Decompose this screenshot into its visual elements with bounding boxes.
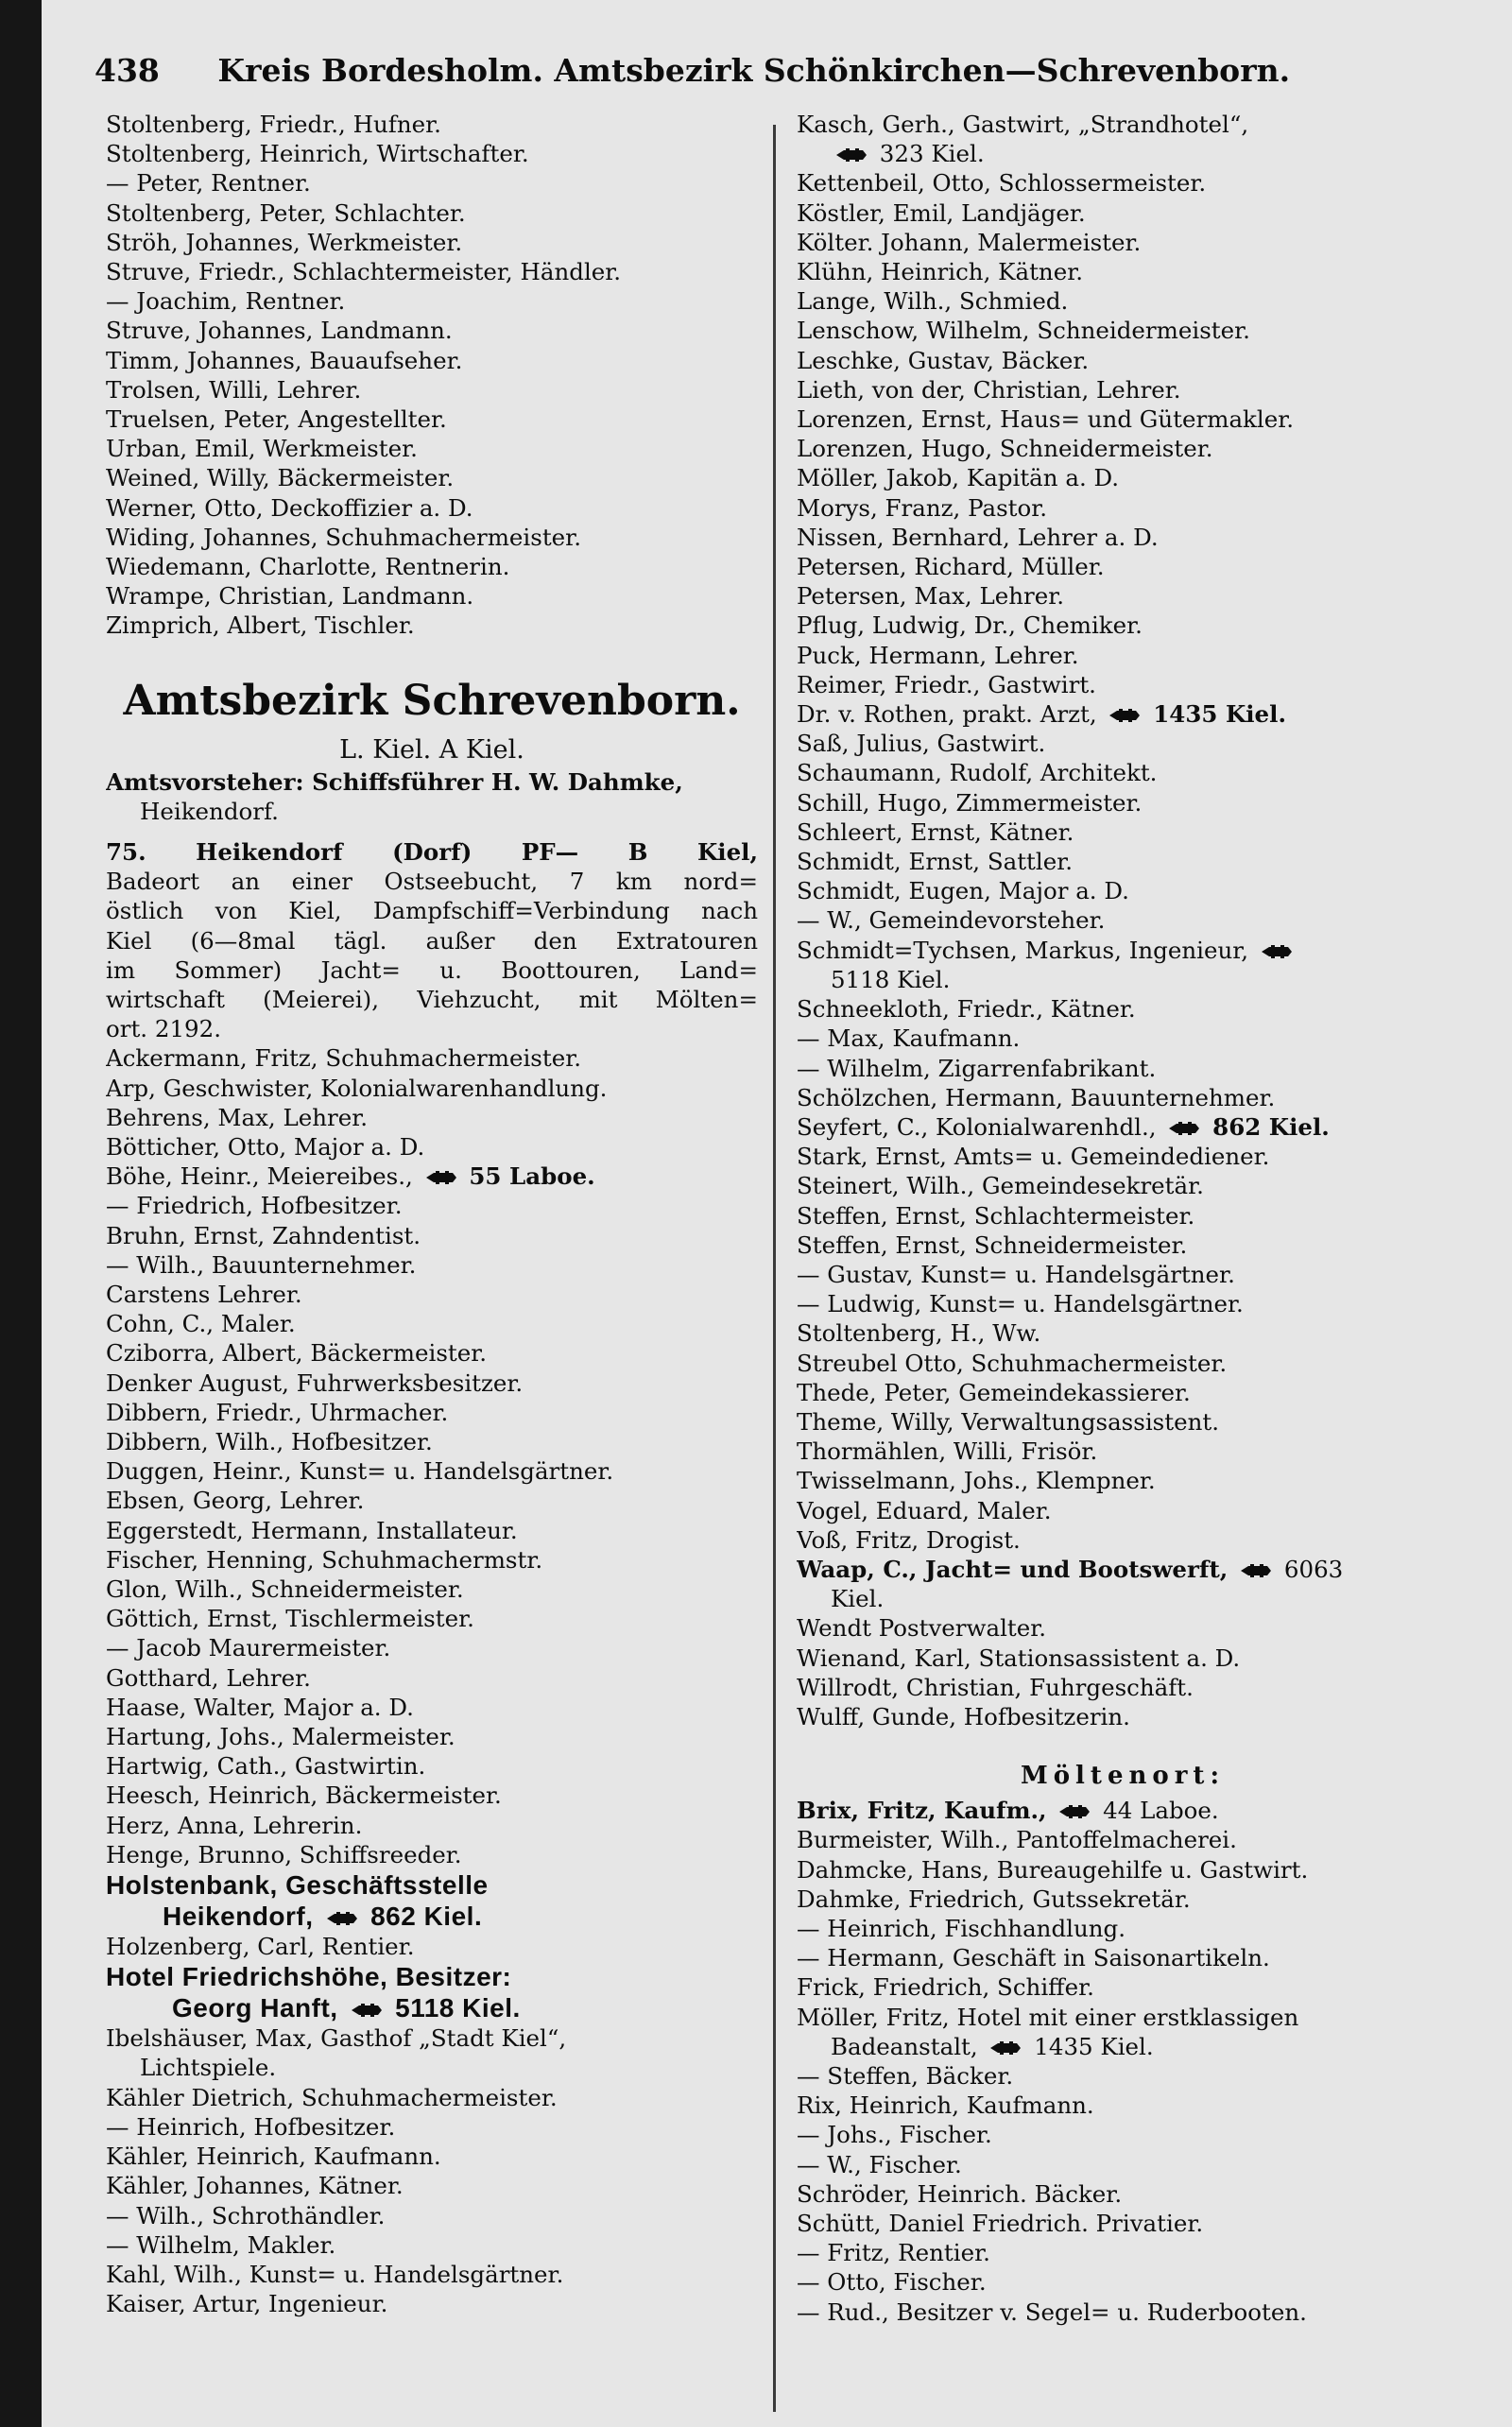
directory-entry: — W., Fischer. xyxy=(797,2150,962,2178)
entry-phone: 55 Laboe. xyxy=(469,1162,595,1191)
entry-text: Dr. v. Rothen, prakt. Arzt, xyxy=(797,700,1097,729)
directory-entry: Stoltenberg, Friedr., Hufner. xyxy=(106,111,441,138)
directory-entry: Schölzchen, Hermann, Bauunternehmer. xyxy=(797,1083,1276,1111)
directory-entry: 5118 Kiel. xyxy=(831,965,951,993)
entry-text: Schmidt=Tychsen, Markus, Ingenieur, xyxy=(797,936,1249,964)
directory-entry: — Johs., Fischer. xyxy=(797,2121,992,2149)
directory-entry xyxy=(797,936,1449,965)
advert-line xyxy=(106,1901,758,1932)
directory-entry: Streubel Otto, Schuhmachermeister. xyxy=(797,1349,1228,1377)
directory-entry: Hartung, Johs., Malermeister. xyxy=(106,1723,455,1751)
directory-entry: Petersen, Max, Lehrer. xyxy=(797,582,1065,611)
directory-entry: Möller, Fritz, Hotel mit einer erstklassigen xyxy=(797,2003,1299,2031)
telephone-icon xyxy=(988,2040,1022,2057)
advert-line: Holstenbank, Geschäftsstelle xyxy=(106,1870,489,1901)
directory-entry: Stoltenberg, Heinrich, Wirtschafter. xyxy=(106,140,529,168)
page-header-title: Kreis Bordesholm. Amtsbezirk Schönkirchen—Schrevenborn. xyxy=(217,52,1291,89)
directory-entry: Werner, Otto, Deckoffizier a. D. xyxy=(106,493,473,522)
directory-entry: Kähler, Heinrich, Kaufmann. xyxy=(106,2143,441,2171)
directory-entry: Pflug, Ludwig, Dr., Chemiker. xyxy=(797,611,1143,640)
directory-entry: Timm, Johannes, Bauaufseher. xyxy=(106,346,463,374)
directory-entry: — Steffen, Bäcker. xyxy=(797,2062,1014,2090)
entry-text: Brix, Fritz, Kaufm., xyxy=(797,1797,1047,1825)
directory-entry: — W., Gemeindevorsteher. xyxy=(797,906,1106,935)
advert-phone: 862 Kiel. xyxy=(370,1902,483,1932)
directory-entry: — Fritz, Rentier. xyxy=(797,2239,990,2267)
directory-entry: Carstens Lehrer. xyxy=(106,1281,302,1309)
place-intro-line: Badeort an einer Ostseebucht, 7 km nord= xyxy=(106,868,758,896)
directory-entry: — Gustav, Kunst= u. Handelsgärtner. xyxy=(797,1260,1235,1288)
directory-entry: Fischer, Henning, Schuhmachermstr. xyxy=(106,1545,543,1574)
directory-entry: Ebsen, Georg, Lehrer. xyxy=(106,1487,365,1515)
left-column xyxy=(106,110,758,2318)
directory-entry: — Wilhelm, Makler. xyxy=(106,2230,336,2259)
directory-entry: Steinert, Wilh., Gemeindesekretär. xyxy=(797,1172,1204,1200)
directory-entry: Twisselmann, Johs., Klempner. xyxy=(797,1467,1156,1495)
entry-list xyxy=(797,729,1449,935)
directory-entry: Behrens, Max, Lehrer. xyxy=(106,1103,369,1131)
telephone-icon xyxy=(424,1169,458,1186)
directory-entry: Steffen, Ernst, Schlachtermeister. xyxy=(797,1201,1195,1230)
directory-entry: Wendt Postverwalter. xyxy=(797,1614,1047,1643)
directory-entry xyxy=(797,1555,1449,1584)
directory-entry: Struve, Friedr., Schlachtermeister, Händler. xyxy=(106,258,622,286)
directory-entry: Stoltenberg, H., Ww. xyxy=(797,1319,1041,1348)
directory-entry: Truelsen, Peter, Angestellter. xyxy=(106,405,447,434)
directory-entry: Duggen, Heinr., Kunst= u. Handelsgärtner. xyxy=(106,1457,614,1486)
directory-entry: Widing, Johannes, Schuhmachermeister. xyxy=(106,523,581,551)
telephone-icon xyxy=(1057,1803,1091,1820)
directory-entry: Schill, Hugo, Zimmermeister. xyxy=(797,788,1143,817)
directory-entry: Urban, Emil, Werkmeister. xyxy=(106,435,418,463)
directory-entry: Schröder, Heinrich. Bäcker. xyxy=(797,2179,1123,2208)
entry-list xyxy=(797,1825,1449,2002)
directory-entry xyxy=(797,1796,1449,1825)
directory-entry: Struve, Johannes, Landmann. xyxy=(106,317,453,345)
directory-entry: Wulff, Gunde, Hofbesitzerin. xyxy=(797,1702,1130,1730)
directory-entry: — Joachim, Rentner. xyxy=(106,287,346,316)
place-intro-line: 75. Heikendorf (Dorf) PF— B Kiel, xyxy=(106,838,758,867)
directory-entry: Leschke, Gustav, Bäcker. xyxy=(797,346,1090,374)
directory-entry: Lange, Wilh., Schmied. xyxy=(797,287,1069,316)
directory-entry: — Max, Kaufmann. xyxy=(797,1024,1021,1053)
directory-entry: Göttich, Ernst, Tischlermeister. xyxy=(106,1605,474,1633)
directory-entry: Burmeister, Wilh., Pantoffelmacherei. xyxy=(797,1826,1237,1854)
entry-phone: 1435 Kiel. xyxy=(1034,2032,1154,2060)
directory-entry: Kasch, Gerh., Gastwirt, „Strandhotel“, xyxy=(797,111,1249,138)
directory-entry: Herz, Anna, Lehrerin. xyxy=(106,1811,363,1839)
telephone-icon xyxy=(834,146,868,164)
directory-entry: Glon, Wilh., Schneidermeister. xyxy=(106,1575,464,1604)
advert-phone: 5118 Kiel. xyxy=(395,1993,521,2023)
directory-entry: — Otto, Fischer. xyxy=(797,2268,987,2297)
directory-entry: Ströh, Johannes, Werkmeister. xyxy=(106,228,463,256)
directory-entry: — Peter, Rentner. xyxy=(106,169,311,198)
directory-entry: Haase, Walter, Major a. D. xyxy=(106,1693,414,1721)
directory-entry: Költer. Johann, Malermeister. xyxy=(797,228,1142,256)
amtsvorsteher-line: Amtsvorsteher: Schiffsführer H. W. Dahmke, xyxy=(106,767,683,796)
advert-text: Georg Hanft, xyxy=(172,1993,338,2023)
telephone-icon xyxy=(1239,1562,1273,1579)
directory-entry: Bötticher, Otto, Major a. D. xyxy=(106,1133,425,1161)
directory-entry: Thormählen, Willi, Frisör. xyxy=(797,1437,1098,1466)
directory-entry: Kähler, Johannes, Kätner. xyxy=(106,2172,404,2200)
directory-entry: Wiedemann, Charlotte, Rentnerin. xyxy=(106,553,510,581)
entry-text: Böhe, Heinr., Meiereibes., xyxy=(106,1162,413,1191)
amtsvorsteher-line: Heikendorf. xyxy=(140,797,279,825)
directory-entry: — Hermann, Geschäft in Saisonartikeln. xyxy=(797,1944,1270,1972)
directory-entry: Henge, Brunno, Schiffsreeder. xyxy=(106,1840,462,1868)
directory-entry: Kahl, Wilh., Kunst= u. Handelsgärtner. xyxy=(106,2260,564,2288)
place-heading: Möltenort: xyxy=(1020,1762,1226,1791)
directory-entry: Wienand, Karl, Stationsassistent a. D. xyxy=(797,1644,1241,1672)
advert-text: Heikendorf, xyxy=(163,1902,314,1932)
entry-list xyxy=(106,2023,758,2318)
directory-entry: Willrodt, Christian, Fuhrgeschäft. xyxy=(797,1673,1194,1701)
directory-entry: Dibbern, Friedr., Uhrmacher. xyxy=(106,1398,449,1426)
directory-entry: Dahmke, Friedrich, Gutssekretär. xyxy=(797,1885,1191,1913)
entry-list xyxy=(106,1043,758,1162)
directory-entry: Eggerstedt, Hermann, Installateur. xyxy=(106,1516,518,1544)
directory-entry: Kiel. xyxy=(831,1585,885,1613)
directory-entry: Möller, Jakob, Kapitän a. D. xyxy=(797,464,1120,492)
page-number: 438 xyxy=(94,52,160,89)
entry-phone: 44 Laboe. xyxy=(1103,1797,1219,1825)
directory-entry: Dahmcke, Hans, Bureaugehilfe u. Gastwirt. xyxy=(797,1855,1309,1884)
scan-border xyxy=(0,0,42,2427)
directory-entry: Kaiser, Artur, Ingenieur. xyxy=(106,2290,388,2318)
entry-text: Seyfert, C., Kolonialwarenhdl., xyxy=(797,1112,1157,1141)
entry-phone: 1435 Kiel. xyxy=(1153,700,1286,729)
entry-list xyxy=(797,2061,1449,2327)
directory-entry: Ackermann, Fritz, Schuhmachermeister. xyxy=(106,1044,582,1073)
directory-entry: Zimprich, Albert, Tischler. xyxy=(106,611,415,640)
directory-entry: Cohn, C., Maler. xyxy=(106,1310,296,1338)
entry-text: Badeanstalt, xyxy=(831,2032,978,2060)
directory-entry xyxy=(797,699,1449,729)
directory-entry: Thede, Peter, Gemeindekassierer. xyxy=(797,1378,1191,1406)
directory-entry: Schneekloth, Friedr., Kätner. xyxy=(797,995,1136,1024)
directory-entry: — Wilh., Bauunternehmer. xyxy=(106,1250,417,1279)
advert-line xyxy=(106,1992,758,2023)
directory-entry: Arp, Geschwister, Kolonialwarenhandlung. xyxy=(106,1074,608,1102)
directory-entry: Schleert, Ernst, Kätner. xyxy=(797,818,1074,846)
directory-entry: Frick, Friedrich, Schiffer. xyxy=(797,1973,1094,2002)
directory-entry: Lieth, von der, Christian, Lehrer. xyxy=(797,375,1181,404)
directory-entry: Bruhn, Ernst, Zahndentist. xyxy=(106,1221,421,1249)
directory-entry: — Rud., Besitzer v. Segel= u. Ruderbooten. xyxy=(797,2298,1307,2326)
directory-entry: Voß, Fritz, Drogist. xyxy=(797,1525,1021,1554)
directory-entry: Lorenzen, Ernst, Haus= und Gütermakler. xyxy=(797,405,1295,434)
directory-entry xyxy=(797,2032,1449,2061)
directory-entry: Ibelshäuser, Max, Gasthof „Stadt Kiel“, xyxy=(106,2024,567,2053)
directory-entry: Schaumann, Rudolf, Architekt. xyxy=(797,759,1158,787)
entry-list xyxy=(797,1613,1449,1731)
entry-list xyxy=(106,1191,758,1869)
place-intro-line: östlich von Kiel, Dampfschiff=Verbindung nach xyxy=(106,897,758,925)
directory-entry: Köstler, Emil, Landjäger. xyxy=(797,198,1086,227)
advert-hotel xyxy=(106,1961,758,2023)
directory-entry: Saß, Julius, Gastwirt. xyxy=(797,730,1046,758)
directory-entry: Trolsen, Willi, Lehrer. xyxy=(106,375,362,404)
entry-phone: 6063 xyxy=(1283,1555,1344,1583)
entry-list xyxy=(797,168,1449,699)
place-intro-line: im Sommer) Jacht= u. Boottouren, Land= xyxy=(106,955,758,984)
directory-entry: Stark, Ernst, Amts= u. Gemeindediener. xyxy=(797,1143,1270,1171)
directory-entry: Nissen, Bernhard, Lehrer a. D. xyxy=(797,523,1159,551)
directory-entry: Dibbern, Wilh., Hofbesitzer. xyxy=(106,1428,433,1456)
directory-entry: Cziborra, Albert, Bäckermeister. xyxy=(106,1339,488,1368)
entry-list xyxy=(797,994,1449,1112)
section-subtitle: L. Kiel. A Kiel. xyxy=(339,734,524,765)
directory-entry: Vogel, Eduard, Maler. xyxy=(797,1496,1052,1524)
directory-entry: Reimer, Friedr., Gastwirt. xyxy=(797,670,1096,698)
directory-entry: — Heinrich, Fischhandlung. xyxy=(797,1914,1126,1942)
directory-entry: Stoltenberg, Peter, Schlachter. xyxy=(106,198,466,227)
directory-entry: Hartwig, Cath., Gastwirtin. xyxy=(106,1752,426,1781)
advert-holstenbank xyxy=(106,1869,758,1932)
directory-entry: Denker August, Fuhrwerksbesitzer. xyxy=(106,1368,524,1397)
directory-entry: Kähler Dietrich, Schuhmachermeister. xyxy=(106,2083,558,2111)
entry-list xyxy=(106,110,758,641)
advert-line: Hotel Friedrichshöhe, Besitzer: xyxy=(106,1962,512,1992)
telephone-icon xyxy=(1260,943,1294,960)
place-intro-line: Kiel (6—8mal tägl. außer den Extratouren xyxy=(106,926,758,955)
directory-entry: Klühn, Heinrich, Kätner. xyxy=(797,258,1083,286)
directory-entry: Kettenbeil, Otto, Schlossermeister. xyxy=(797,169,1207,198)
place-intro xyxy=(106,837,758,1043)
directory-entry: Schütt, Daniel Friedrich. Privatier. xyxy=(797,2210,1204,2238)
directory-entry xyxy=(797,139,1449,168)
directory-entry: Lichtspiele. xyxy=(140,2054,277,2082)
directory-entry: Petersen, Richard, Müller. xyxy=(797,553,1105,581)
telephone-icon xyxy=(350,2002,384,2019)
section-title: Amtsbezirk Schrevenborn. xyxy=(123,676,741,725)
place-intro-line: ort. 2192. xyxy=(106,1015,222,1043)
directory-entry: — Friedrich, Hofbesitzer. xyxy=(106,1192,403,1220)
directory-entry: Rix, Heinrich, Kaufmann. xyxy=(797,2091,1094,2120)
directory-entry: — Wilhelm, Zigarrenfabrikant. xyxy=(797,1054,1157,1082)
entry-text: Waap, C., Jacht= und Bootswerft, xyxy=(797,1555,1228,1583)
telephone-icon xyxy=(1108,707,1142,724)
directory-entry: Theme, Willy, Verwaltungsassistent. xyxy=(797,1407,1219,1436)
directory-entry: Wrampe, Christian, Landmann. xyxy=(106,582,474,611)
directory-entry: — Ludwig, Kunst= u. Handelsgärtner. xyxy=(797,1290,1244,1318)
directory-entry xyxy=(797,1112,1449,1142)
directory-entry: Lenschow, Wilhelm, Schneidermeister. xyxy=(797,317,1250,345)
page-header xyxy=(94,47,1418,95)
right-column xyxy=(797,110,1449,2327)
directory-entry: Schmidt, Eugen, Major a. D. xyxy=(797,877,1129,905)
directory-entry xyxy=(106,1162,758,1191)
directory-entry: — Jacob Maurermeister. xyxy=(106,1634,391,1662)
directory-entry: Weined, Willy, Bäckermeister. xyxy=(106,464,455,492)
directory-entry: Holzenberg, Carl, Rentier. xyxy=(106,1933,415,1961)
directory-entry: — Wilh., Schrothändler. xyxy=(106,2201,386,2229)
place-intro-line: wirtschaft (Meierei), Viehzucht, mit Mölten= xyxy=(106,986,758,1013)
entry-list xyxy=(797,1142,1449,1555)
directory-entry: Gotthard, Lehrer. xyxy=(106,1663,311,1692)
entry-phone: 323 Kiel. xyxy=(879,140,985,168)
column-divider xyxy=(773,125,776,2412)
telephone-icon xyxy=(1167,1120,1201,1137)
directory-entry: — Heinrich, Hofbesitzer. xyxy=(106,2112,396,2141)
entry-phone: 862 Kiel. xyxy=(1212,1112,1330,1141)
telephone-icon xyxy=(325,1910,359,1927)
directory-entry: Morys, Franz, Pastor. xyxy=(797,493,1048,522)
directory-entry: Steffen, Ernst, Schneidermeister. xyxy=(797,1231,1188,1259)
directory-entry: Puck, Hermann, Lehrer. xyxy=(797,641,1079,669)
directory-entry: Lorenzen, Hugo, Schneidermeister. xyxy=(797,435,1213,463)
directory-entry: Heesch, Heinrich, Bäckermeister. xyxy=(106,1782,502,1810)
directory-entry: Schmidt, Ernst, Sattler. xyxy=(797,848,1074,876)
